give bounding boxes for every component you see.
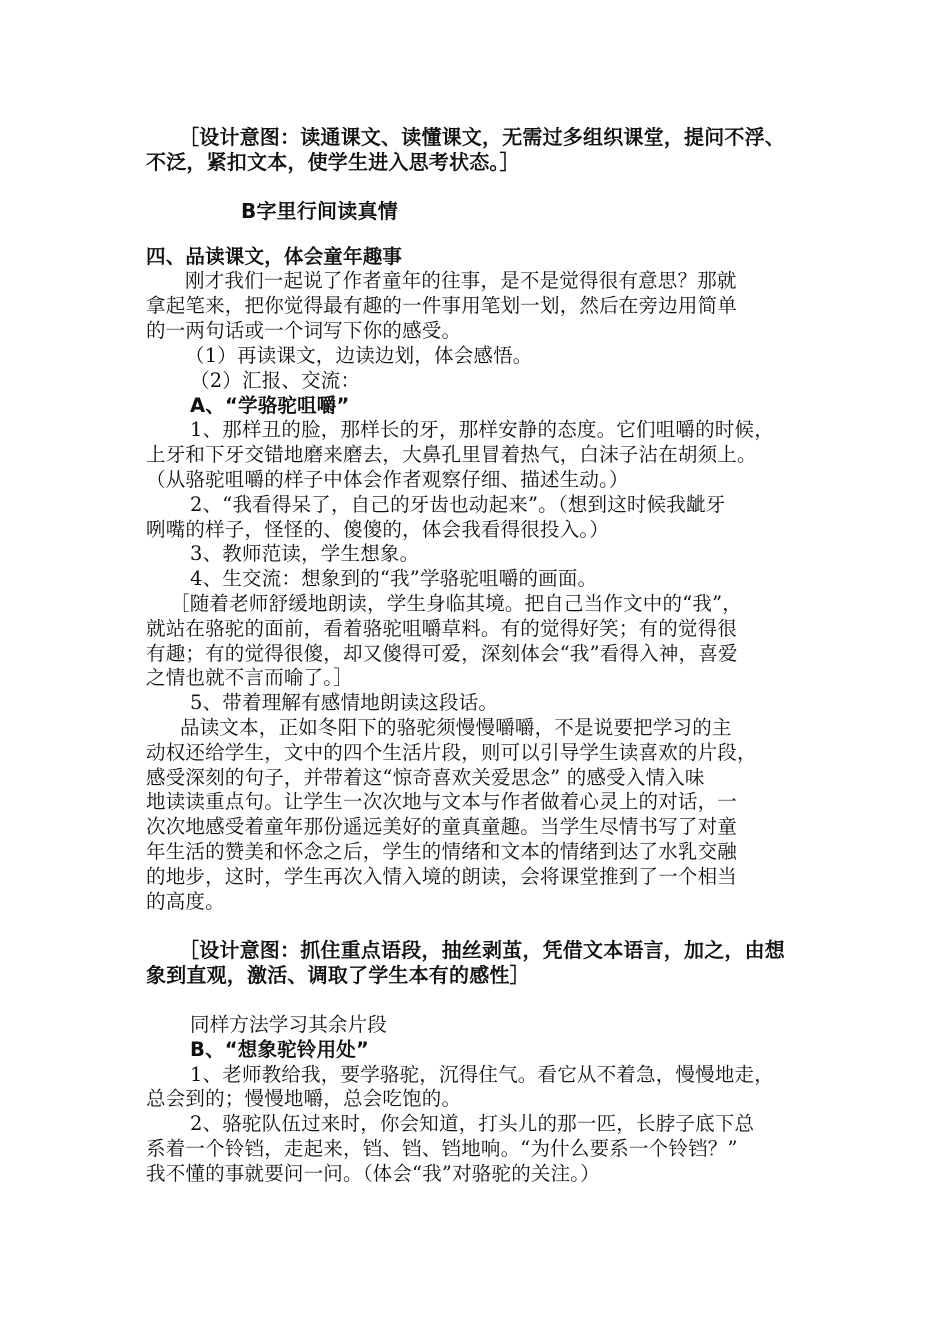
section-b-title: B字里行间读真情 — [241, 199, 398, 223]
design-intent-1-line1: ［设计意图：读通课文、读懂课文，无需过多组织课堂，提问不浮、 — [179, 125, 785, 149]
part-b-p1-line1: 1、老师教给我，要学骆驼，沉得住气。看它从不着急，慢慢地走， — [190, 1063, 774, 1086]
same-method-text: 同样方法学习其余片段 — [190, 1013, 388, 1036]
design-intent-1-line2: 不泛，紧扣文本，使学生进入思考状态。］ — [146, 150, 520, 174]
part-a-note-line2: 就站在骆驼的面前，看着骆驼咀嚼草料。有的觉得好笑；有的觉得很 — [146, 617, 738, 640]
design-intent-2-line2: 象到直观，激活、调取了学生本有的感性］ — [146, 963, 530, 987]
part-b-p2-line2: 系着一个铃铛，走起来，铛、铛、铛地响。“为什么要系一个铃铛？” — [146, 1137, 738, 1160]
part-a-heading: A、“学骆驼咀嚼” — [190, 394, 350, 417]
reflection-line3: 感受深刻的句子，并带着这“惊奇喜欢关爱思念” 的感受入情入味 — [146, 766, 705, 789]
part-a-p4: 4、生交流：想象到的“我”学骆驼咀嚼的画面。 — [190, 567, 598, 590]
part-a-p1-line3: （从骆驼咀嚼的样子中体会作者观察仔细、描述生动。） — [146, 468, 629, 491]
part-a-p3: 3、教师范读，学生想象。 — [190, 542, 420, 565]
reflection-line8: 的高度。 — [146, 890, 225, 913]
reflection-line4: 地读读重点句。让学生一次次地与文本与作者做着心灵上的对话，一 — [146, 790, 738, 813]
part-a-note-line3: 有趣；有的觉得很傻，却又傻得可爱，深刻体会“我”看得入神，喜爱 — [146, 642, 738, 665]
intro-line2: 拿起笔来，把你觉得最有趣的一件事用笔划一划，然后在旁边用简单 — [146, 294, 738, 317]
part-b-heading: B、“想象驼铃用处” — [190, 1038, 369, 1061]
part-a-p2-line2: 咧嘴的样子，怪怪的、傻傻的，体会我看得很投入。） — [146, 518, 610, 541]
reflection-line6: 年生活的赞美和怀念之后，学生的情绪和文本的情绪到达了水乳交融 — [146, 840, 738, 863]
part-a-p1-line1: 1、那样丑的脸，那样长的牙，那样安静的态度。它们咀嚼的时候， — [190, 418, 774, 441]
step-2: （2）汇报、交流： — [190, 369, 361, 392]
part-b-p2-line1: 2、骆驼队伍过来时，你会知道，打头儿的那一匹，长脖子底下总 — [190, 1112, 755, 1135]
part-b-p1-line2: 总会到的；慢慢地嚼，总会吃饱的。 — [146, 1087, 462, 1110]
part-b-p2-line3: 我不懂的事就要问一问。（体会“我”对骆驼的关注。） — [146, 1162, 600, 1185]
reflection-line2: 动权还给学生，文中的四个生活片段，则可以引导学生读喜欢的片段， — [146, 741, 757, 764]
part-a-p2-line1: 2、“我看得呆了，自己的牙齿也动起来”。（想到这时候我龇牙 — [190, 493, 726, 516]
intro-line1: 刚才我们一起说了作者童年的往事，是不是觉得很有意思？那就 — [185, 269, 737, 292]
design-intent-2-line1: ［设计意图：抓住重点语段，抽丝剥茧，凭借文本语言，加之，由想 — [179, 938, 785, 962]
part-a-p5: 5、带着理解有感情地朗读这段话。 — [190, 691, 499, 714]
section-4-heading: 四、品读课文，体会童年趣事 — [146, 245, 403, 268]
reflection-line1: 品读文本，正如冬阳下的骆驼须慢慢嚼嚼，不是说要把学习的主 — [180, 716, 732, 739]
reflection-line5: 次次地感受着童年那份遥远美好的童真童趣。当学生尽情书写了对童 — [146, 815, 738, 838]
part-a-note-line1: ［随着老师舒缓地朗读，学生身临其境。把自己当作文中的“我”， — [170, 592, 742, 615]
part-a-p1-line2: 上牙和下牙交错地磨来磨去，大鼻孔里冒着热气，白沫子沾在胡须上。 — [146, 443, 757, 466]
step-1: （1）再读课文，边读边划，体会感悟。 — [185, 344, 533, 367]
part-a-note-line4: 之情也就不言而喻了。］ — [146, 666, 353, 689]
reflection-line7: 的地步，这时，学生再次入情入境的朗读，会将课堂推到了一个相当 — [146, 865, 738, 888]
intro-line3: 的一两句话或一个词写下你的感受。 — [146, 319, 462, 342]
